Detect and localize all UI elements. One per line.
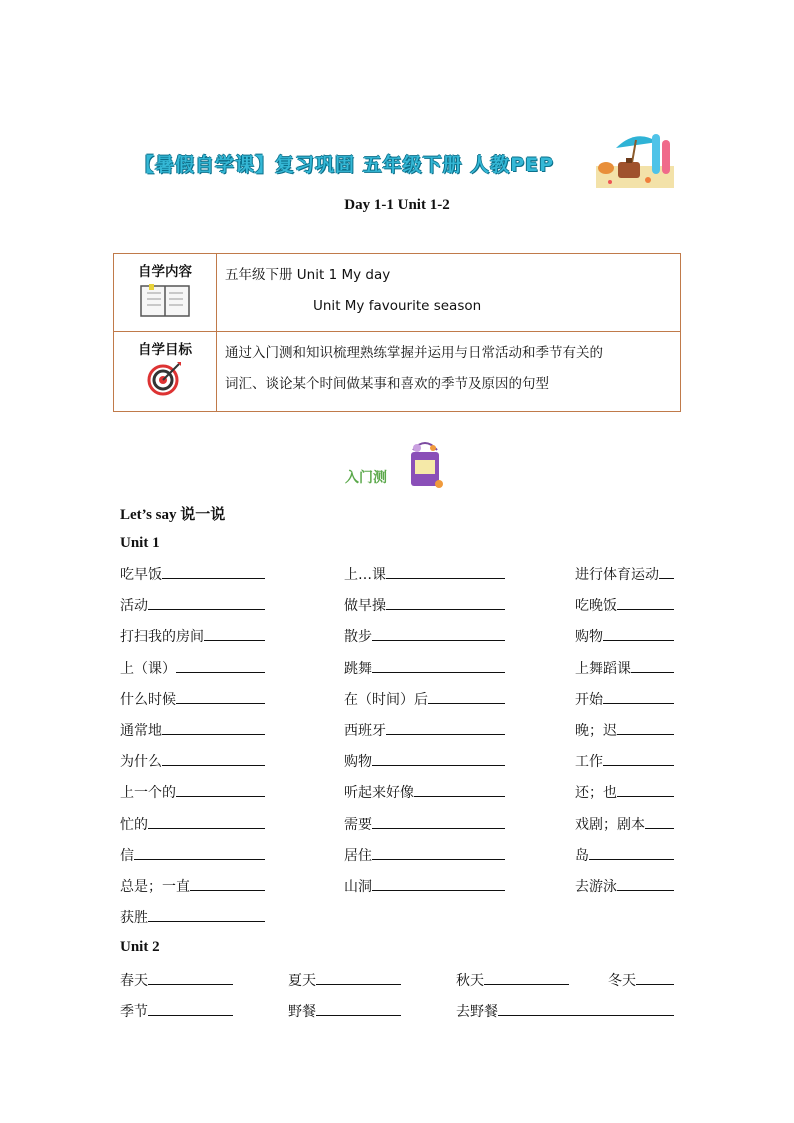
fill-blank-item: [120, 907, 265, 927]
answer-blank[interactable]: [176, 782, 265, 797]
answer-blank[interactable]: [386, 564, 505, 579]
word-prompt: 做早操: [344, 598, 386, 615]
fill-blank-item: [120, 689, 265, 709]
answer-blank[interactable]: [162, 751, 265, 766]
word-prompt: 去野餐: [456, 1004, 498, 1020]
fill-blank-item: [575, 658, 674, 678]
fill-blank-item: [120, 751, 265, 771]
fill-blank-item: [120, 876, 265, 896]
answer-blank[interactable]: [372, 814, 505, 829]
word-prompt: 戏剧；剧本: [575, 816, 645, 833]
fill-blank-item: [344, 595, 505, 615]
word-prompt: 什么时候: [120, 691, 176, 708]
answer-blank[interactable]: [316, 970, 401, 985]
word-prompt: 通常地: [120, 723, 162, 739]
fill-blank-item: [575, 689, 674, 709]
table-content-cell: [217, 254, 681, 332]
fill-blank-item: [344, 845, 505, 865]
answer-blank[interactable]: [372, 626, 505, 641]
answer-blank[interactable]: [162, 564, 265, 579]
fill-blank-item: [120, 782, 265, 802]
fill-blank-item: [120, 845, 265, 865]
answer-blank[interactable]: [414, 782, 505, 797]
answer-blank[interactable]: [134, 845, 265, 860]
fill-blank-item: [344, 814, 505, 834]
word-prompt: 去游泳: [575, 879, 617, 895]
word-prompt: 夏天: [288, 973, 316, 989]
word-prompt: 需要: [344, 816, 372, 833]
study-info-table: [113, 253, 681, 412]
word-prompt: 获胜: [120, 910, 148, 927]
answer-blank[interactable]: [484, 970, 569, 985]
answer-blank[interactable]: [617, 720, 674, 735]
fill-blank-item: [120, 595, 265, 615]
unit1-heading: Unit 1: [120, 535, 160, 551]
answer-blank[interactable]: [176, 658, 265, 673]
fill-blank-item: [344, 658, 505, 678]
row-label-content: 自学内容: [138, 264, 192, 280]
answer-blank[interactable]: [148, 1001, 233, 1016]
fill-blank-item: [344, 689, 505, 709]
word-prompt: 活动: [120, 598, 148, 615]
word-prompt: 在（时间）后: [344, 691, 428, 708]
lets-say-heading: Let’s say 说一说: [120, 507, 226, 523]
fill-blank-item: [288, 970, 401, 990]
answer-blank[interactable]: [316, 1001, 401, 1016]
fill-blank-item: [120, 626, 265, 646]
answer-blank[interactable]: [386, 720, 505, 735]
content-line-1: 五年级下册 Unit 1 My day: [225, 267, 391, 283]
fill-blank-item: [344, 626, 505, 646]
answer-blank[interactable]: [636, 970, 674, 985]
table-row: [114, 254, 681, 332]
answer-blank[interactable]: [372, 845, 505, 860]
answer-blank[interactable]: [176, 689, 265, 704]
fill-blank-item: [575, 782, 674, 802]
fill-blank-item: [120, 814, 265, 834]
fill-blank-item: [608, 970, 674, 990]
answer-blank[interactable]: [372, 876, 505, 891]
answer-blank[interactable]: [204, 626, 265, 641]
answer-blank[interactable]: [498, 1001, 674, 1016]
word-prompt: 西班牙: [344, 723, 386, 739]
fill-blank-item: [120, 564, 265, 584]
fill-blank-item: [456, 1001, 674, 1021]
answer-blank[interactable]: [603, 626, 674, 641]
answer-blank[interactable]: [617, 595, 674, 610]
answer-blank[interactable]: [617, 876, 674, 891]
fill-blank-item: [575, 845, 674, 865]
answer-blank[interactable]: [617, 782, 674, 797]
fill-blank-item: [120, 970, 233, 990]
fill-blank-item: [344, 720, 505, 740]
table-label-cell: [114, 332, 217, 412]
table-label-cell: [114, 254, 217, 332]
word-prompt: 春天: [120, 973, 148, 989]
word-prompt: 吃晚饭: [575, 598, 617, 615]
unit2-heading: Unit 2: [120, 939, 160, 955]
word-prompt: 忙的: [120, 816, 148, 833]
answer-blank[interactable]: [631, 658, 674, 673]
page-subtitle: Day 1-1 Unit 1-2: [344, 197, 450, 213]
fill-blank-item: [344, 782, 505, 802]
answer-blank[interactable]: [603, 751, 674, 766]
fill-blank-item: [344, 876, 505, 896]
answer-blank[interactable]: [148, 595, 265, 610]
answer-blank[interactable]: [589, 845, 674, 860]
word-prompt: 岛: [575, 847, 589, 864]
table-content-cell: [217, 332, 681, 412]
fill-blank-item: [120, 658, 265, 678]
banner-title: 【暑假自学课】复习巩固 五年级下册 人教PEP: [135, 154, 555, 176]
fill-blank-item: [575, 626, 674, 646]
word-prompt: 上（课）: [120, 660, 176, 677]
answer-blank[interactable]: [372, 658, 505, 673]
fill-blank-item: [575, 751, 674, 771]
answer-blank[interactable]: [372, 751, 505, 766]
word-prompt: 山洞: [344, 879, 372, 895]
answer-blank[interactable]: [148, 814, 265, 829]
word-prompt: 工作: [575, 754, 603, 771]
answer-blank[interactable]: [162, 720, 265, 735]
word-prompt: 居住: [344, 847, 372, 864]
fill-blank-item: [575, 720, 674, 740]
word-prompt: 为什么: [120, 754, 162, 771]
fill-blank-item: [288, 1001, 401, 1021]
content-line-2: 词汇、谈论某个时间做某事和喜欢的季节及原因的句型: [225, 376, 549, 392]
word-prompt: 上…课: [344, 567, 386, 583]
word-prompt: 开始: [575, 691, 603, 708]
answer-blank[interactable]: [190, 876, 265, 891]
word-prompt: 散步: [344, 629, 372, 646]
word-prompt: 秋天: [456, 973, 484, 989]
word-prompt: 季节: [120, 1004, 148, 1020]
word-prompt: 购物: [575, 629, 603, 646]
fill-blank-item: [120, 1001, 233, 1021]
fill-blank-item: [575, 595, 674, 615]
beach-illustration-icon: [596, 128, 674, 188]
word-prompt: 总是；一直: [120, 879, 190, 895]
word-prompt: 听起来好像: [344, 785, 414, 802]
answer-blank[interactable]: [148, 970, 233, 985]
answer-blank[interactable]: [148, 907, 265, 922]
section-title: 入门测: [345, 470, 387, 486]
fill-blank-item: [575, 814, 674, 834]
trick-or-treat-bucket-icon: [405, 440, 445, 490]
target-icon: [147, 360, 183, 396]
fill-blank-item: [120, 720, 265, 740]
fill-blank-item: [575, 876, 674, 896]
fill-blank-item: [344, 751, 505, 771]
word-prompt: 上舞蹈课: [575, 660, 631, 677]
answer-blank[interactable]: [386, 595, 505, 610]
word-prompt: 跳舞: [344, 660, 372, 677]
answer-blank[interactable]: [659, 564, 674, 579]
word-prompt: 晚；迟: [575, 723, 617, 739]
fill-blank-item: [456, 970, 569, 990]
content-line-2: Unit My favourite season: [313, 298, 482, 314]
answer-blank[interactable]: [603, 689, 674, 704]
notebook-icon: [139, 284, 191, 318]
word-prompt: 野餐: [288, 1004, 316, 1020]
word-prompt: 购物: [344, 754, 372, 771]
table-row: [114, 332, 681, 412]
row-label-goal: 自学目标: [138, 342, 192, 358]
fill-blank-item: [575, 564, 674, 584]
word-prompt: 还；也: [575, 785, 617, 802]
word-prompt: 打扫我的房间: [120, 629, 204, 646]
word-prompt: 进行体育运动: [575, 567, 659, 583]
word-prompt: 吃早饭: [120, 567, 162, 583]
word-prompt: 冬天: [608, 973, 636, 989]
content-line-1: 通过入门测和知识梳理熟练掌握并运用与日常活动和季节有关的: [225, 345, 603, 361]
fill-blank-item: [344, 564, 505, 584]
answer-blank[interactable]: [645, 814, 674, 829]
word-prompt: 上一个的: [120, 785, 176, 802]
answer-blank[interactable]: [428, 689, 505, 704]
word-prompt: 信: [120, 847, 134, 864]
